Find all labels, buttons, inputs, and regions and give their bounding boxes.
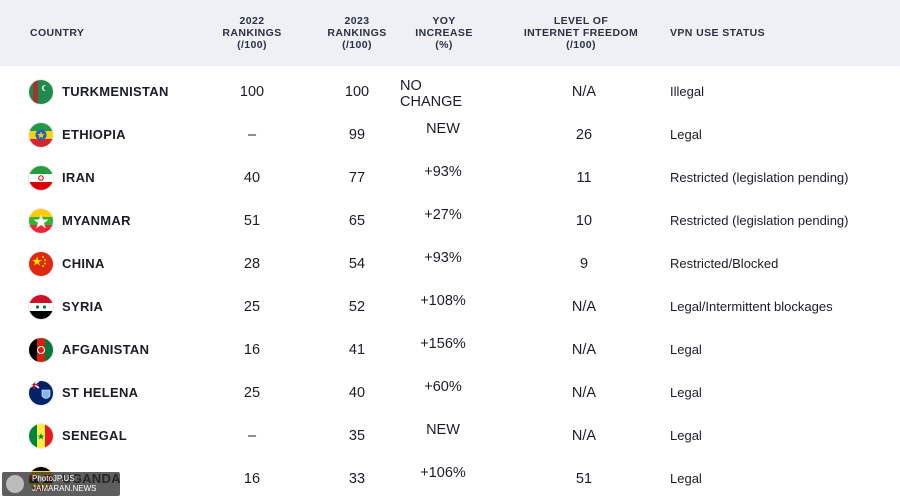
internet-freedom-level: 10	[575, 212, 593, 229]
internet-freedom-level: N/A	[571, 427, 597, 444]
ranking-2022: 40	[243, 169, 261, 186]
flag-cell	[28, 285, 54, 328]
watermark-line1: PhotoJP.US	[32, 474, 75, 483]
internet-freedom-level: 51	[575, 470, 593, 487]
yoy-increase: NO CHANGE	[400, 78, 463, 110]
ranking-2023: 35	[348, 427, 366, 444]
flag-cell	[28, 328, 54, 371]
yoy-increase: +108%	[420, 293, 466, 309]
ranking-2023: 33	[348, 470, 366, 487]
country-name: AFGANISTAN	[62, 342, 150, 357]
ranking-2022: 25	[243, 298, 261, 315]
syria-flag-icon	[29, 295, 53, 319]
vpn-use-status: Legal	[670, 428, 702, 443]
ranking-2022: 16	[243, 341, 261, 358]
yoy-increase: +106%	[420, 465, 466, 481]
yoy-increase: NEW	[426, 422, 460, 438]
flag-cell	[28, 113, 54, 156]
table-row	[0, 70, 900, 113]
internet-freedom-level: N/A	[571, 298, 597, 315]
internet-freedom-level: 11	[576, 169, 592, 186]
table-row	[0, 242, 900, 285]
vpn-use-status: Restricted (legislation pending)	[670, 170, 849, 185]
ranking-2023: 41	[348, 341, 366, 358]
table-row	[0, 156, 900, 199]
ranking-2023: 100	[344, 83, 370, 100]
country-name: SENEGAL	[62, 428, 127, 443]
internet-freedom-level: N/A	[571, 384, 597, 401]
ranking-2022: 16	[243, 470, 261, 487]
vpn-use-status: Restricted (legislation pending)	[670, 213, 849, 228]
ranking-2023: 54	[348, 255, 366, 272]
ranking-2023: 40	[348, 384, 366, 401]
watermark-line2: JAMARAN.NEWS	[32, 484, 97, 493]
st-helena-flag-icon	[29, 381, 53, 405]
internet-freedom-level: 26	[575, 126, 593, 143]
ethiopia-flag-icon	[29, 123, 53, 147]
flag-cell	[28, 199, 54, 242]
vpn-use-status: Legal	[670, 127, 702, 142]
country-name: CHINA	[62, 256, 105, 271]
vpn-use-status: Legal	[670, 471, 702, 486]
ranking-2023: 52	[348, 298, 366, 315]
senegal-flag-icon	[29, 424, 53, 448]
table-row	[0, 457, 900, 500]
flag-cell	[28, 70, 54, 113]
table-row	[0, 113, 900, 156]
internet-freedom-level: N/A	[571, 83, 597, 100]
table-row	[0, 414, 900, 457]
yoy-increase: +93%	[424, 250, 462, 266]
internet-freedom-level: N/A	[571, 341, 597, 358]
flag-cell	[28, 371, 54, 414]
header-internet-freedom: LEVEL OF INTERNET FREEDOM (/100)	[523, 15, 639, 51]
vpn-use-status: Legal/Intermittent blockages	[670, 299, 833, 314]
flag-cell	[28, 414, 54, 457]
watermark	[2, 472, 120, 496]
china-flag-icon	[29, 252, 53, 276]
yoy-increase: NEW	[426, 121, 460, 137]
ranking-2023: 99	[348, 126, 366, 143]
yoy-increase: +60%	[424, 379, 462, 395]
afghanistan-flag-icon	[29, 338, 53, 362]
myanmar-flag-icon	[29, 209, 53, 233]
header-2023-rankings: 2023 RANKINGS (/100)	[327, 15, 387, 51]
ranking-2023: 77	[348, 169, 366, 186]
ranking-2022: 51	[243, 212, 261, 229]
country-name: ETHIOPIA	[62, 127, 126, 142]
watermark-logo-icon	[6, 475, 24, 493]
ranking-2022: –	[247, 427, 257, 444]
vpn-use-status: Legal	[670, 385, 702, 400]
ranking-2023: 65	[348, 212, 366, 229]
header-vpn-status: VPN USE STATUS	[670, 27, 766, 39]
vpn-use-status: Illegal	[670, 84, 704, 99]
country-name: IRAN	[62, 170, 95, 185]
country-name: MYANMAR	[62, 213, 131, 228]
turkmenistan-flag-icon	[29, 80, 53, 104]
ranking-2022: 100	[239, 83, 265, 100]
table-row	[0, 371, 900, 414]
country-name: TURKMENISTAN	[62, 84, 169, 99]
ranking-2022: 28	[243, 255, 261, 272]
header-2022-rankings: 2022 RANKINGS (/100)	[222, 15, 282, 51]
yoy-increase: +27%	[424, 207, 462, 223]
table-row	[0, 199, 900, 242]
internet-freedom-level: 9	[579, 255, 589, 272]
table-header	[0, 0, 900, 66]
ranking-2022: 25	[243, 384, 261, 401]
country-name: ST HELENA	[62, 385, 139, 400]
yoy-increase: +156%	[420, 336, 466, 352]
flag-cell	[28, 156, 54, 199]
header-country: COUNTRY	[30, 27, 85, 39]
vpn-use-status: Restricted/Blocked	[670, 256, 779, 271]
vpn-use-status: Legal	[670, 342, 702, 357]
yoy-increase: +93%	[424, 164, 462, 180]
country-name: SYRIA	[62, 299, 104, 314]
header-yoy-increase: YOY INCREASE (%)	[415, 15, 473, 51]
iran-flag-icon	[29, 166, 53, 190]
table-row	[0, 328, 900, 371]
ranking-2022: –	[247, 126, 257, 143]
table-row	[0, 285, 900, 328]
flag-cell	[28, 242, 54, 285]
